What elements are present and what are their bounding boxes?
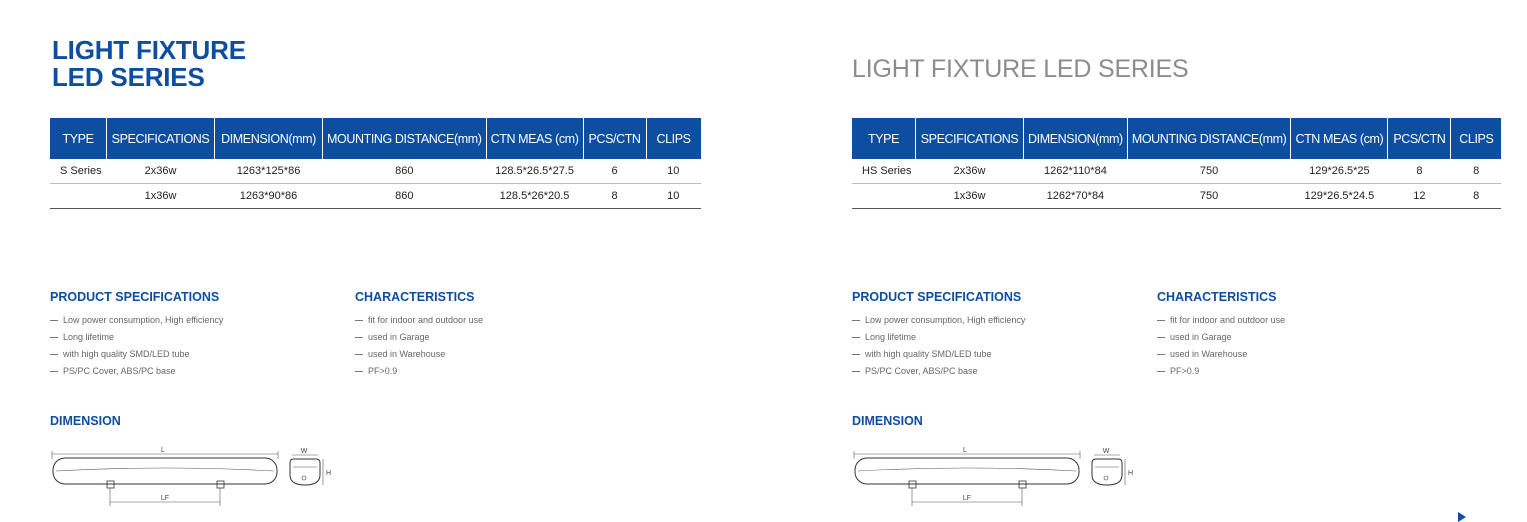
dim-label-h: H [1128, 470, 1134, 477]
product-specifications-list [50, 312, 223, 380]
list-item [852, 346, 1025, 363]
cell-dimension: 1263*125*86 [215, 159, 323, 184]
col-dimension: DIMENSION(mm) [215, 118, 323, 159]
dash-icon [50, 337, 58, 338]
dimension-title: DIMENSION [50, 414, 121, 428]
list-item [50, 363, 223, 380]
cell-pcs-ctn: 8 [1388, 159, 1451, 184]
list-item-text: Low power consumption, High efficiency [865, 315, 1026, 325]
list-item-text: with high quality SMD/LED tube [63, 349, 190, 359]
cell-ctn-meas: 129*26.5*25 [1291, 159, 1388, 184]
cell-dimension: 1262*110*84 [1024, 159, 1128, 184]
dash-icon [1157, 371, 1165, 372]
cell-specifications: 1x36w [107, 184, 215, 209]
list-item [852, 363, 1025, 380]
table-header-row [50, 118, 701, 159]
col-ctn-meas: CTN MEAS (cm) [486, 118, 583, 159]
cell-specifications: 2x36w [916, 159, 1024, 184]
col-pcs-ctn: PCS/CTN [1388, 118, 1451, 159]
characteristics-list [355, 312, 483, 380]
col-dimension: DIMENSION(mm) [1024, 118, 1128, 159]
spec-table [50, 118, 701, 209]
list-item [1157, 329, 1285, 346]
product-specifications-list [852, 312, 1025, 380]
table-header-row [852, 118, 1501, 159]
table-row [852, 159, 1501, 184]
list-item-text: used in Warehouse [1170, 349, 1248, 359]
list-item-text: PF>0.9 [1170, 366, 1200, 376]
dim-label-l: L [161, 447, 165, 454]
cell-type [50, 184, 107, 209]
cell-mounting-distance: 860 [323, 184, 487, 209]
cell-clips: 10 [646, 159, 701, 184]
dim-label-w: W [300, 448, 308, 455]
dash-icon [852, 320, 860, 321]
dash-icon [50, 354, 58, 355]
list-item-text: with high quality SMD/LED tube [865, 349, 992, 359]
list-item-text: PF>0.9 [368, 366, 398, 376]
col-mounting-distance: MOUNTING DISTANCE(mm) [323, 118, 487, 159]
list-item [355, 363, 483, 380]
title-line-1: LIGHT FIXTURE [52, 35, 246, 65]
col-specifications: SPECIFICATIONS [107, 118, 215, 159]
list-item-text: used in Warehouse [368, 349, 446, 359]
cell-type [852, 184, 916, 209]
col-ctn-meas: CTN MEAS (cm) [1291, 118, 1388, 159]
list-item [50, 346, 223, 363]
dash-icon [1157, 354, 1165, 355]
list-item [852, 312, 1025, 329]
cell-mounting-distance: 750 [1127, 184, 1291, 209]
page-title: LIGHT FIXTURE LED SERIES [852, 55, 1189, 83]
right-page [852, 0, 1527, 520]
list-item [852, 329, 1025, 346]
list-item-text: used in Garage [1170, 332, 1232, 342]
cell-specifications: 2x36w [107, 159, 215, 184]
title-line-2: LED SERIES [52, 62, 205, 92]
list-item [1157, 346, 1285, 363]
list-item [1157, 363, 1285, 380]
list-item-text: used in Garage [368, 332, 430, 342]
cell-ctn-meas: 128.5*26.5*27.5 [486, 159, 583, 184]
characteristics-title: CHARACTERISTICS [1157, 290, 1277, 304]
list-item [50, 329, 223, 346]
list-item [355, 329, 483, 346]
cell-mounting-distance: 860 [323, 159, 487, 184]
left-page [50, 0, 750, 520]
table-row [852, 184, 1501, 209]
dash-icon [355, 320, 363, 321]
cell-mounting-distance: 750 [1127, 159, 1291, 184]
cell-pcs-ctn: 6 [583, 159, 646, 184]
characteristics-list [1157, 312, 1285, 380]
list-item [1157, 312, 1285, 329]
table-row [50, 184, 701, 209]
col-clips: CLIPS [1451, 118, 1502, 159]
cell-specifications: 1x36w [916, 184, 1024, 209]
product-specifications-title: PRODUCT SPECIFICATIONS [852, 290, 1022, 304]
dash-icon [1157, 337, 1165, 338]
dim-label-l: L [963, 447, 967, 454]
dash-icon [852, 354, 860, 355]
dim-label-w: W [1102, 448, 1110, 455]
spec-table [852, 118, 1501, 209]
characteristics-title: CHARACTERISTICS [355, 290, 475, 304]
cell-pcs-ctn: 8 [583, 184, 646, 209]
col-clips: CLIPS [646, 118, 701, 159]
cell-clips: 8 [1451, 184, 1502, 209]
cell-ctn-meas: 129*26.5*24.5 [1291, 184, 1388, 209]
dash-icon [355, 337, 363, 338]
cell-ctn-meas: 128.5*26*20.5 [486, 184, 583, 209]
dimension-title: DIMENSION [852, 414, 923, 428]
dash-icon [355, 371, 363, 372]
dash-icon [852, 337, 860, 338]
cell-pcs-ctn: 12 [1388, 184, 1451, 209]
product-specifications-title: PRODUCT SPECIFICATIONS [50, 290, 220, 304]
list-item [355, 346, 483, 363]
cell-clips: 8 [1451, 159, 1502, 184]
cell-type: S Series [50, 159, 107, 184]
list-item-text: PS/PC Cover, ABS/PC base [865, 366, 978, 376]
col-type: TYPE [50, 118, 107, 159]
dash-icon [50, 371, 58, 372]
dash-icon [1157, 320, 1165, 321]
cell-dimension: 1263*90*86 [215, 184, 323, 209]
cell-dimension: 1262*70*84 [1024, 184, 1128, 209]
table-row [50, 159, 701, 184]
dim-label-lf: LF [962, 495, 972, 502]
list-item [355, 312, 483, 329]
dash-icon [355, 354, 363, 355]
dimension-drawing [50, 445, 350, 510]
col-specifications: SPECIFICATIONS [916, 118, 1024, 159]
list-item-text: Long lifetime [63, 332, 115, 342]
cell-clips: 10 [646, 184, 701, 209]
page-title [52, 37, 246, 91]
dim-label-lf: LF [160, 495, 170, 502]
list-item-text: Low power consumption, High efficiency [63, 315, 224, 325]
dimension-drawing [852, 445, 1152, 510]
list-item-text: fit for indoor and outdoor use [1170, 315, 1286, 325]
list-item-text: fit for indoor and outdoor use [368, 315, 484, 325]
cell-type: HS Series [852, 159, 916, 184]
col-pcs-ctn: PCS/CTN [583, 118, 646, 159]
list-item [50, 312, 223, 329]
col-type: TYPE [852, 118, 916, 159]
list-item-text: PS/PC Cover, ABS/PC base [63, 366, 176, 376]
dim-label-h: H [326, 470, 332, 477]
dash-icon [852, 371, 860, 372]
next-page-arrow-icon[interactable] [1458, 512, 1466, 522]
dash-icon [50, 320, 58, 321]
col-mounting-distance: MOUNTING DISTANCE(mm) [1127, 118, 1291, 159]
list-item-text: Long lifetime [865, 332, 917, 342]
